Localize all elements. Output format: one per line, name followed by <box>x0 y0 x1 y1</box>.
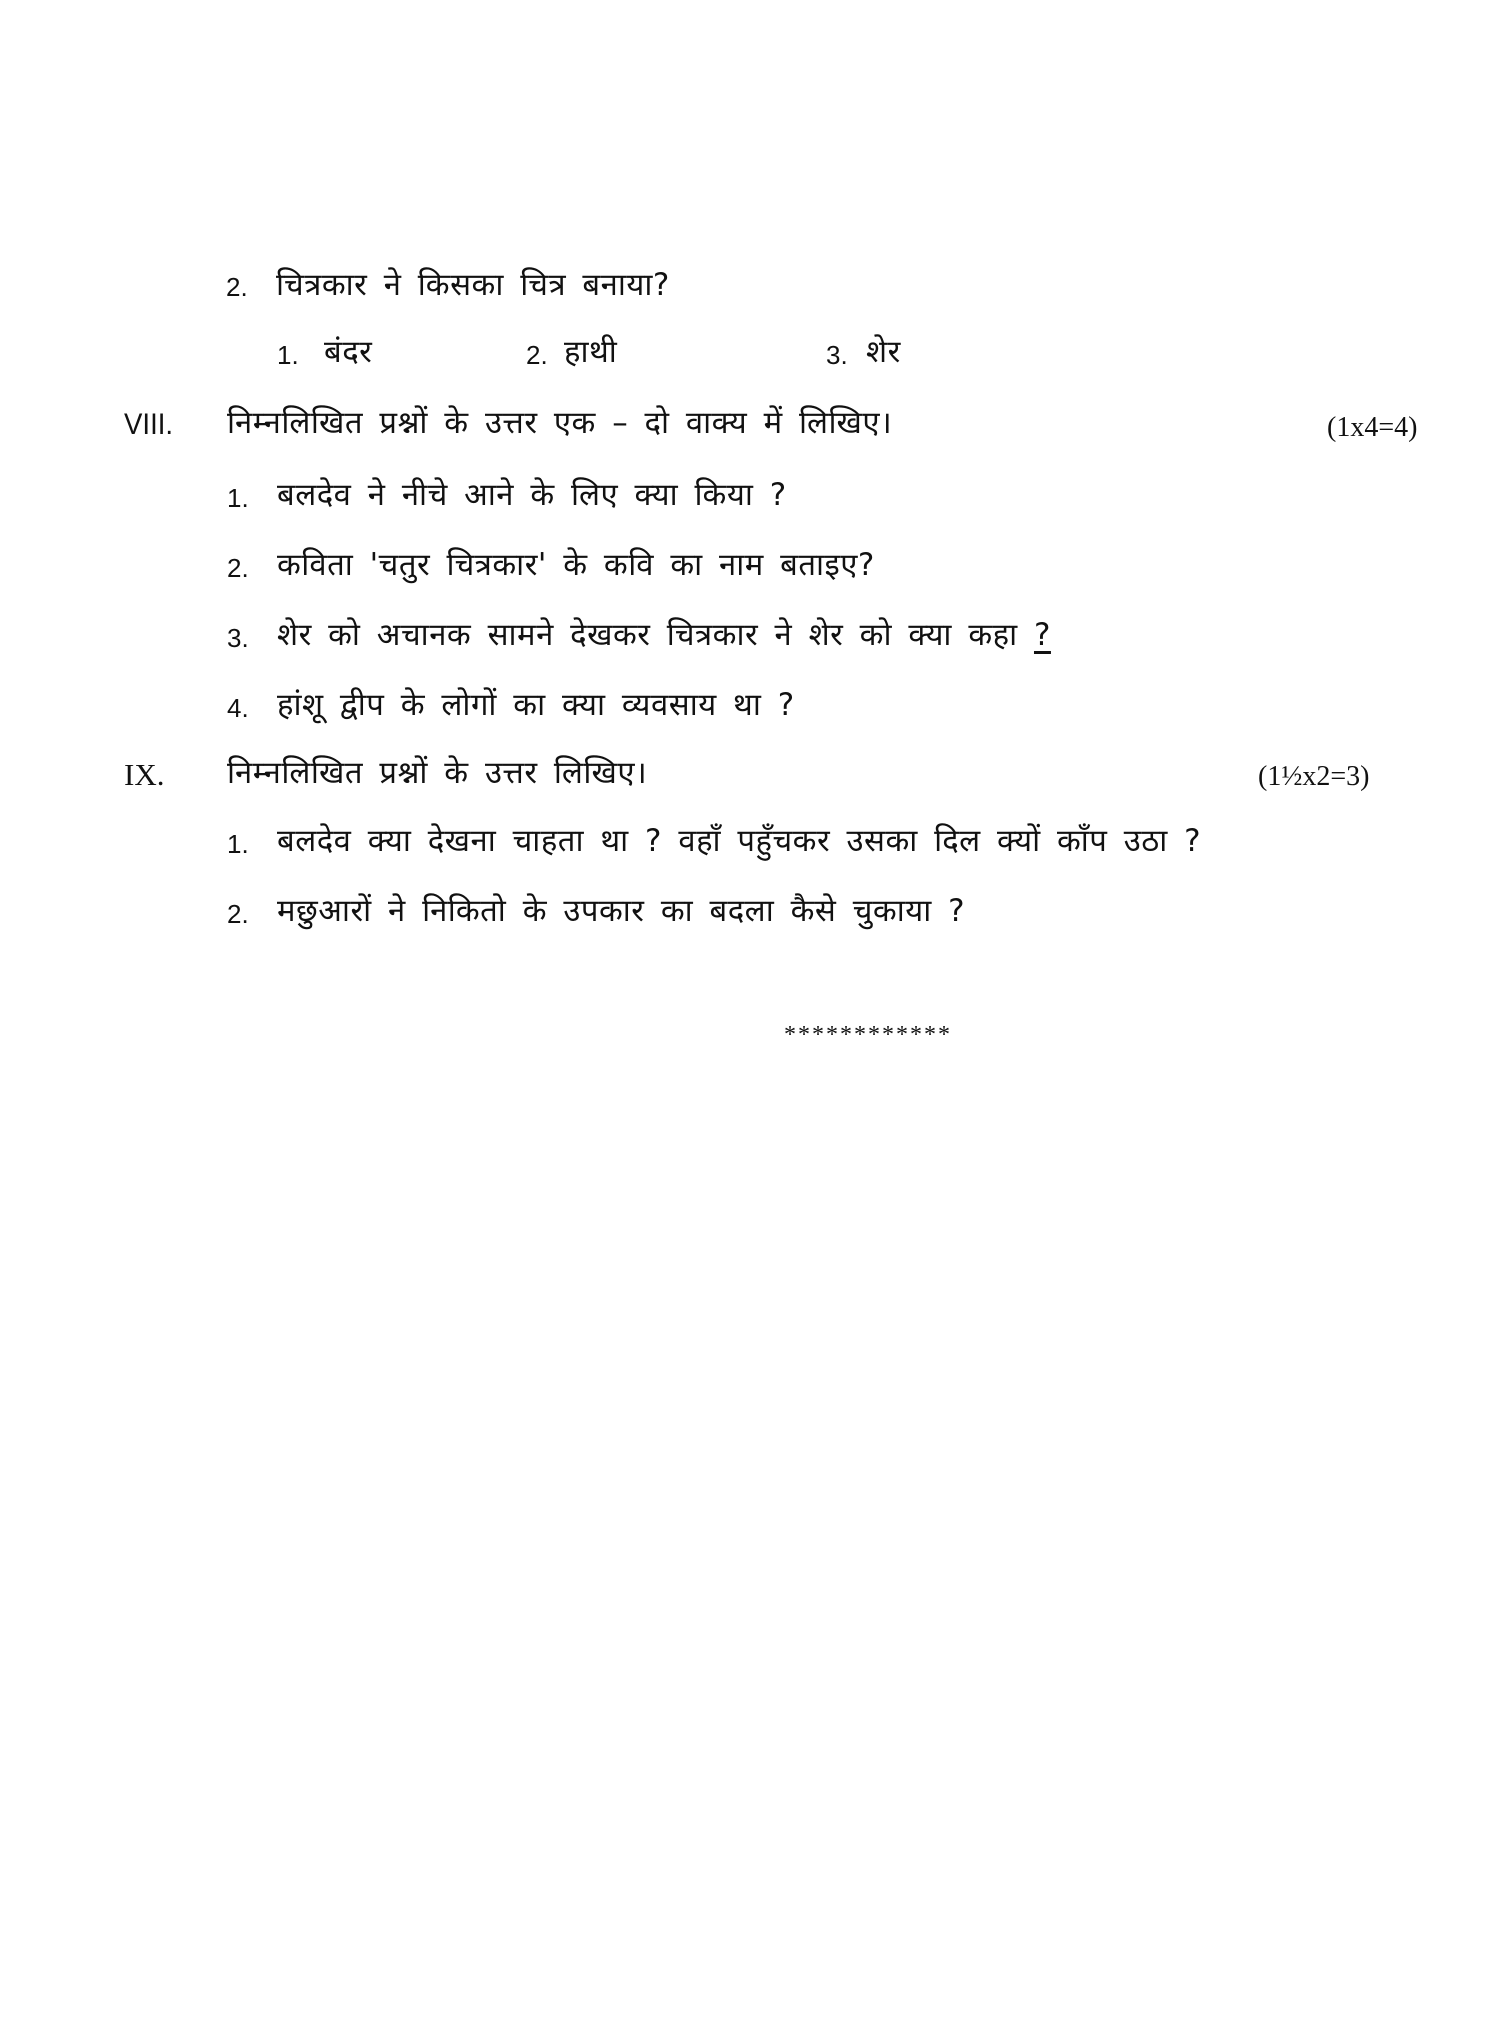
question-text: हांशू द्वीप के लोगों का क्या व्यवसाय था ? <box>277 687 795 723</box>
question-text-wrapper <box>277 615 1051 655</box>
question-text: कविता 'चतुर चित्रकार' के कवि का नाम बताइए? <box>277 547 875 583</box>
question-number: 1. <box>227 829 249 859</box>
question-number: 1. <box>227 483 249 513</box>
question-number: 2. <box>227 553 249 583</box>
question-number: 3. <box>227 623 249 653</box>
end-of-paper-marker: ************ <box>784 1022 952 1048</box>
option-text: शेर <box>866 334 901 370</box>
option-number: 2. <box>526 340 548 370</box>
question-number: 4. <box>227 693 249 723</box>
section-instruction: निम्नलिखित प्रश्नों के उत्तर लिखिए। <box>227 755 648 791</box>
section-marks: (1½x2=3) <box>1258 761 1370 792</box>
option-text: बंदर <box>324 334 373 370</box>
question-text: मछुआरों ने निकितो के उपकार का बदला कैसे चुकाया ? <box>277 893 966 929</box>
option-number: 3. <box>826 340 848 370</box>
section-numeral: IX. <box>124 757 165 792</box>
option-number: 1. <box>277 340 299 370</box>
question-number: 2. <box>227 899 249 929</box>
section-instruction: निम्नलिखित प्रश्नों के उत्तर एक – दो वाक्य में लिखिए। <box>227 405 893 441</box>
question-text: शेर को अचानक सामने देखकर चित्रकार ने शेर को क्या कहा <box>277 617 1018 653</box>
option-text: हाथी <box>564 334 618 370</box>
question-text: बलदेव ने नीचे आने के लिए क्या किया ? <box>277 477 787 513</box>
question-text: बलदेव क्या देखना चाहता था ? वहाँ पहुँचकर उसका दिल क्यों काँप उठा ? <box>277 823 1202 859</box>
question-number: 2. <box>226 272 248 302</box>
section-numeral: VIII. <box>124 408 174 441</box>
section-marks: (1x4=4) <box>1327 412 1418 443</box>
question-mark-underlined: ? <box>1033 617 1051 653</box>
question-text: चित्रकार ने किसका चित्र बनाया? <box>276 267 670 303</box>
